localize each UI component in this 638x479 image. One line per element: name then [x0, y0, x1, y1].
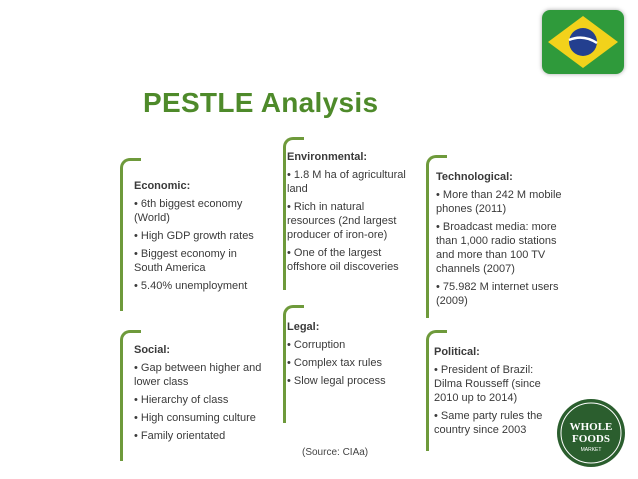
svg-text:MARKET: MARKET: [580, 447, 602, 453]
legal-heading: Legal:: [287, 321, 320, 333]
technological-heading: Technological:: [436, 171, 513, 183]
economic-item: • 6th biggest economy (World): [134, 198, 243, 224]
economic-heading: Economic:: [134, 180, 191, 192]
svg-text:FOODS: FOODS: [572, 433, 610, 445]
legal-section: [287, 320, 407, 392]
legal-item: • Complex tax rules: [287, 357, 382, 369]
technological-item: • Broadcast media: more than 1,000 radio stations and more than 100 TV channels (2007): [436, 221, 557, 275]
technological-item: • More than 242 M mobile phones (2011): [436, 189, 562, 215]
legal-item: • Corruption: [287, 339, 346, 351]
social-item: • Family orientated: [134, 430, 226, 442]
environmental-section: [287, 150, 407, 278]
political-section: [434, 345, 562, 441]
social-heading: Social:: [134, 344, 171, 356]
technological-item: • 75.982 M internet users (2009): [436, 281, 559, 307]
source-note: (Source: CIAa): [302, 447, 369, 458]
environmental-item: • Rich in natural resources (2nd largest producer of iron-ore): [287, 201, 397, 241]
political-heading: Political:: [434, 346, 480, 358]
social-item: • High consuming culture: [134, 412, 256, 424]
legal-item: • Slow legal process: [287, 375, 386, 387]
environmental-item: • 1.8 M ha of agricultural land: [287, 169, 406, 195]
social-item: • Gap between higher and lower class: [134, 362, 262, 388]
political-item: • President of Brazil: Dilma Rousseff (since 2010 up to 2014): [434, 364, 541, 404]
social-item: • Hierarchy of class: [134, 394, 229, 406]
economic-item: • Biggest economy in South America: [134, 248, 237, 274]
environmental-heading: Environmental:: [287, 151, 368, 163]
economic-item: • High GDP growth rates: [134, 230, 254, 242]
environmental-item: • One of the largest offshore oil discoveries: [287, 247, 399, 273]
political-item: • Same party rules the country since 2003: [434, 410, 543, 436]
technological-section: [436, 170, 571, 312]
economic-item: • 5.40% unemployment: [134, 280, 248, 292]
economic-section: [134, 179, 262, 297]
svg-text:WHOLE: WHOLE: [569, 421, 613, 433]
whole-foods-logo: [556, 398, 626, 468]
social-section: [134, 343, 266, 447]
brazil-flag-image: [542, 10, 624, 74]
page-title: PESTLE Analysis: [143, 87, 379, 118]
